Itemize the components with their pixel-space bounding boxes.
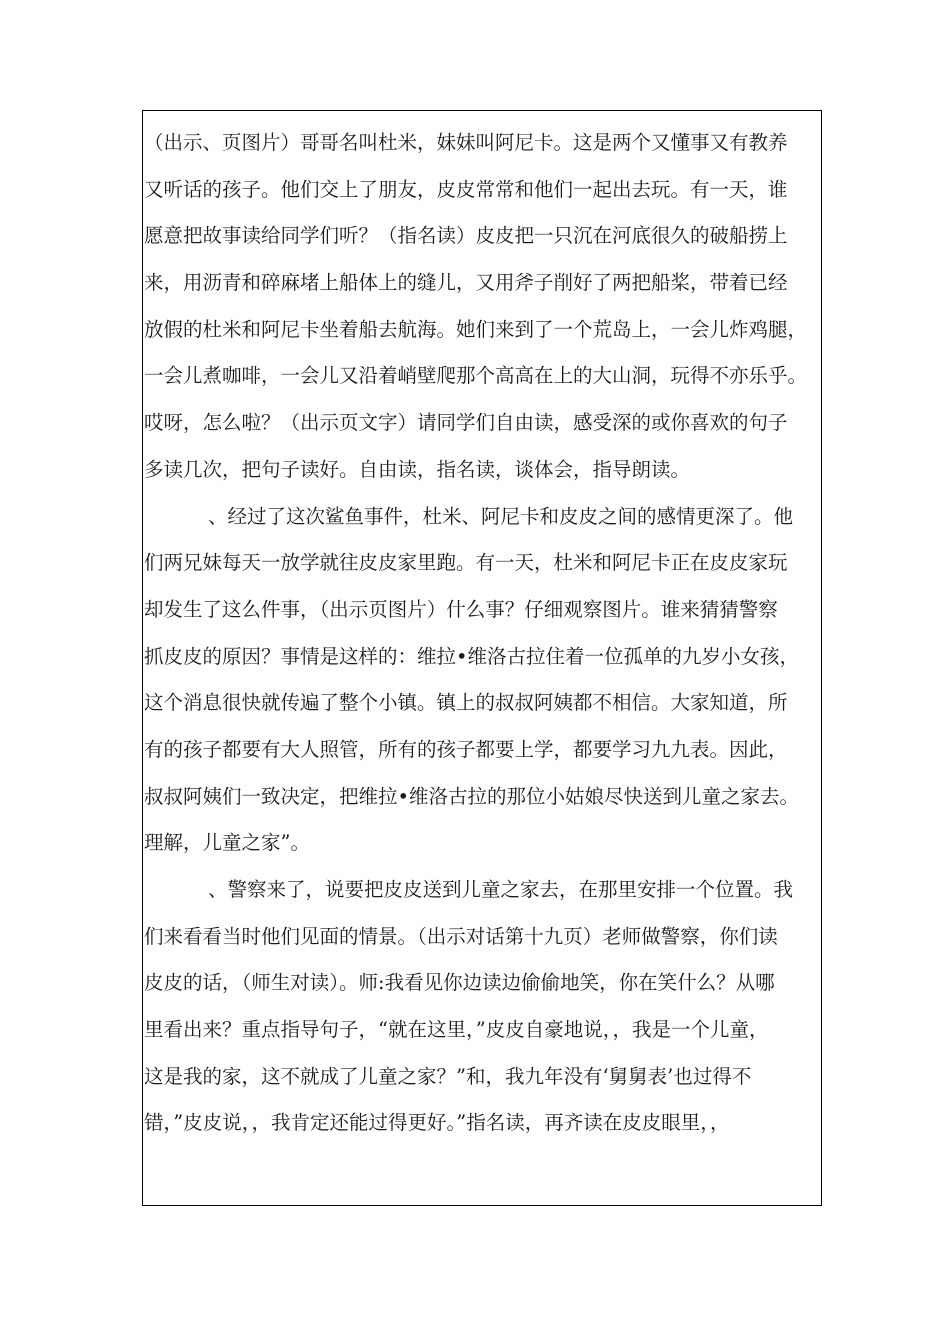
text-line: （出示、页图片）哥哥名叫杜米，妹妹叫阿尼卡。这是两个又懂事又有教养 <box>144 131 788 154</box>
text-line: 里看出来？重点指导句子，“就在这里，”皮皮自豪地说，，我是一个儿童， <box>144 1018 769 1042</box>
text-line: 有的孩子都要有大人照管，所有的孩子都要上学，都要学习九九表。因此， <box>144 737 788 761</box>
text-line-indented: 、经过了这次鲨鱼事件，杜米、阿尼卡和皮皮之间的感情更深了。他 <box>208 504 794 528</box>
text-line: 又听话的孩子。他们交上了朋友，皮皮常常和他们一起出去玩。有一天，谁 <box>144 177 788 201</box>
document-body <box>144 126 844 1153</box>
text-line: 理解，儿童之家”。 <box>144 831 310 855</box>
text-line: 一会儿煮咖啡，一会儿又沿着峭壁爬那个高高在上的大山洞，玩得不亦乐乎。 <box>144 364 808 388</box>
text-line: 们两兄妹每天一放学就往皮皮家里跑。有一天，杜米和阿尼卡正在皮皮家玩 <box>144 551 788 575</box>
text-line: 愿意把故事读给同学们听？（指名读）皮皮把一只沉在河底很久的破船捞上 <box>144 224 788 248</box>
text-line: 皮皮的话，（师生对读）。师:我看见你边读边偷偷地笑，你在笑什么？从哪 <box>144 971 775 995</box>
text-line: 来，用沥青和碎麻堵上船体上的缝儿，又用斧子削好了两把船桨，带着已经 <box>144 271 788 295</box>
text-line: 这是我的家，这不就成了儿童之家？”和，我九年没有‘舅舅表’也过得不 <box>144 1064 752 1088</box>
text-line: 多读几次，把句子读好。自由读，指名读，谈体会，指导朗读。 <box>144 457 691 481</box>
text-line: 哎呀，怎么啦？（出示页文字）请同学们自由读，感受深的或你喜欢的句子 <box>144 411 788 435</box>
text-line: 这个消息很快就传遍了整个小镇。镇上的叔叔阿姨都不相信。大家知道，所 <box>144 691 788 715</box>
text-line-indented: 、警察来了，说要把皮皮送到儿童之家去，在那里安排一个位置。我 <box>208 878 794 901</box>
text-line: 叔叔阿姨们一致决定，把维拉•维洛古拉的那位小姑娘尽快送到儿童之家去。 <box>144 784 800 808</box>
text-line: 们来看看当时他们见面的情景。（出示对话第十九页）老师做警察，你们读 <box>144 924 778 948</box>
text-line: 却发生了这么件事，（出示页图片）什么事？仔细观察图片。谁来猜猜警察 <box>144 597 778 621</box>
text-line: 放假的杜米和阿尼卡坐着船去航海。她们来到了一个荒岛上，一会儿炸鸡腿， <box>144 317 808 341</box>
text-line: 错，”皮皮说，，我肯定还能过得更好。”指名读，再齐读在皮皮眼里，， <box>144 1111 730 1135</box>
text-line: 抓皮皮的原因？事情是这样的：维拉•维洛古拉住着一位孤单的九岁小女孩， <box>144 644 800 668</box>
